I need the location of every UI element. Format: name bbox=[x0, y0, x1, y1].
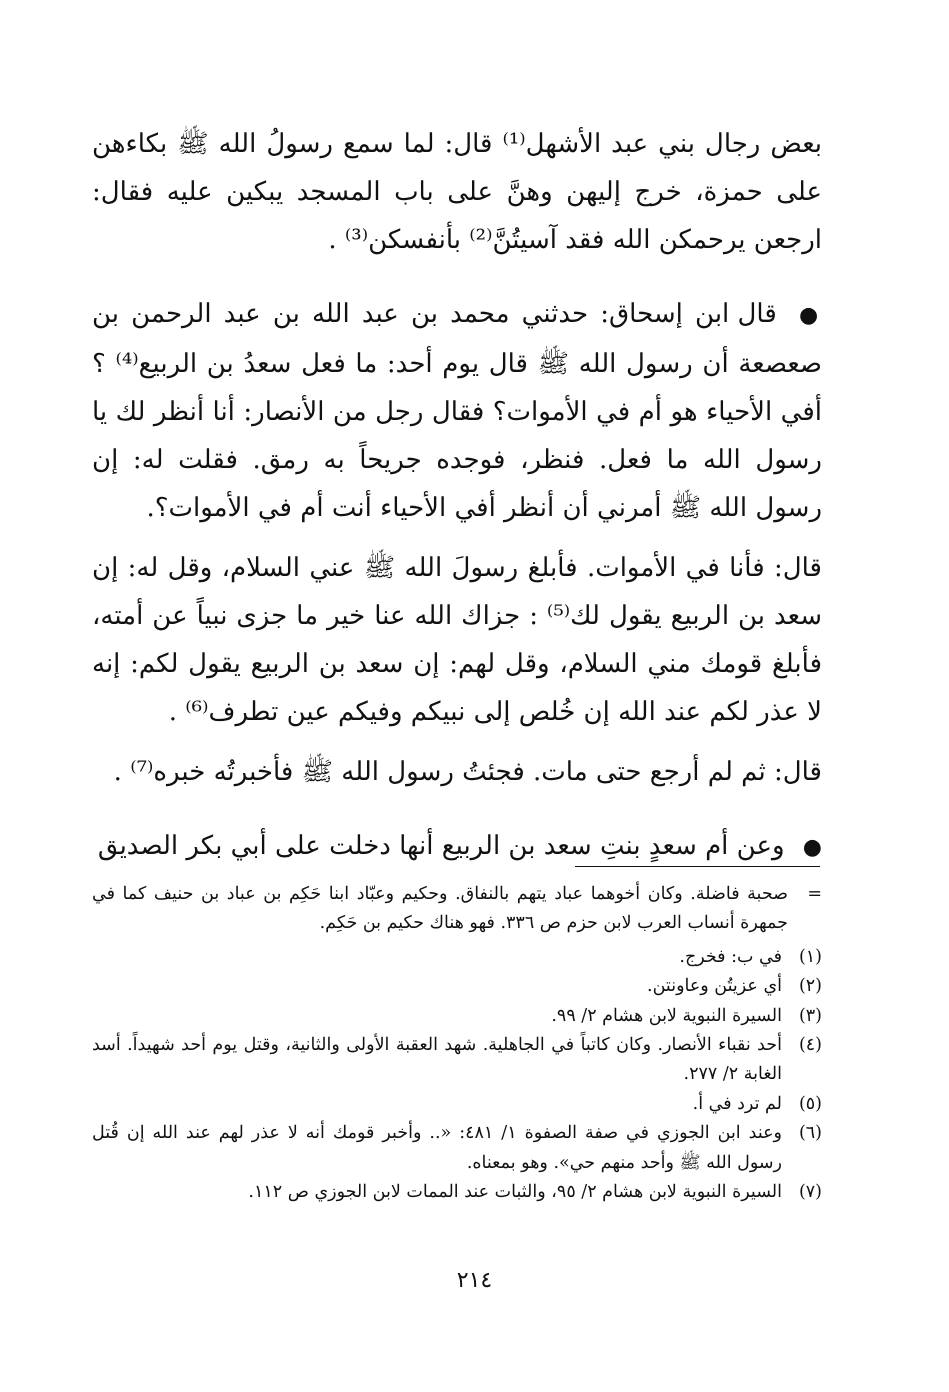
footnote-6 bbox=[92, 1119, 822, 1178]
footnote-number: (١) bbox=[798, 946, 822, 967]
footnote-number: (٤) bbox=[798, 1035, 822, 1056]
paragraph-2 bbox=[92, 290, 822, 532]
footnote-text: وعند ابن الجوزي في صفة الصفوة ١/ ٤٨١: «.. وأخبر قومك أنه لا عذر لهم عند الله إن قُتل رسول الله ﷺ وأحد منهم حي». وهو بمعناه. bbox=[92, 1123, 783, 1173]
paragraph-text: وعن أم سعدٍ بنتِ سعد بن الربيع أنها دخلت على أبي بكر الصديق bbox=[97, 831, 785, 861]
continuation-marker: = bbox=[807, 884, 822, 904]
footnote-text: السيرة النبوية لابن هشام ٢/ ٩٩. bbox=[551, 1005, 782, 1026]
footnote-number: (٦) bbox=[798, 1123, 822, 1144]
footnote-5 bbox=[92, 1090, 822, 1119]
footnote-3 bbox=[92, 1002, 822, 1031]
footnote-4 bbox=[92, 1031, 822, 1090]
paragraph-1 bbox=[92, 120, 822, 264]
paragraph-3 bbox=[92, 544, 822, 736]
paragraph-5 bbox=[92, 822, 822, 872]
page-number: ٢١٤ bbox=[456, 1268, 493, 1293]
footnote-7 bbox=[92, 1178, 822, 1207]
footnote-1 bbox=[92, 943, 822, 972]
footnote-separator bbox=[575, 866, 820, 867]
footnote-number: (٥) bbox=[798, 1093, 822, 1114]
paragraph-text: قال: فأنا في الأموات. فأبلغ رسولَ الله ﷺ عني السلام، وقل له: إن سعد بن الربيع يقول لك⁽⁵⁾ : جزاك الله عنا خير ما جزى نبياً عن أمته، فأبلغ قومك مني السلام، وقل لهم: إن سعد بن الربيع يقول لكم: إنه لا عذر لكم عند الله إن خُلص إلى نبيكم وفيكم عين تطرف⁽⁶⁾ . bbox=[92, 553, 822, 727]
main-text bbox=[92, 120, 822, 872]
paragraph-4 bbox=[92, 748, 822, 796]
footnote-number: (٢) bbox=[798, 976, 822, 997]
bullet-icon: ● bbox=[798, 303, 823, 328]
footnote-continuation bbox=[92, 880, 822, 939]
paragraph-text: بعض رجال بني عبد الأشهل⁽¹⁾ قال: لما سمع رسولُ الله ﷺ بكاءهن على حمزة، خرج إليهن وهنَّ على باب المسجد يبكين عليه فقال: ارجعن يرحمكن الله فقد آسيتُنَّ⁽²⁾ بأنفسكن⁽³⁾ . bbox=[92, 129, 822, 255]
footnote-2 bbox=[92, 972, 822, 1001]
footnote-text: في ب: فخرج. bbox=[679, 946, 782, 967]
footnote-text: أحد نقباء الأنصار. وكان كاتباً في الجاهلية. شهد العقبة الأولى والثانية، وقتل يوم أحد شهيداً. أسد الغابة ٢/ ٢٧٧. bbox=[92, 1035, 782, 1085]
footnotes bbox=[92, 880, 822, 1207]
paragraph-text: قال: ثم لم أرجع حتى مات. فجئتُ رسول الله ﷺ فأخبرتُه خبره⁽⁷⁾ . bbox=[113, 757, 822, 787]
footnote-number: (٣) bbox=[798, 1005, 822, 1026]
footnote-continuation-text: صحبة فاضلة. وكان أخوهما عباد يتهم بالنفاق. وحكيم وعبّاد ابنا حَكِم بن عباد بن حنيف كما في جمهرة أنساب العرب لابن حزم ص ٣٣٦. فهو هناك حكيم بن حَكِم. bbox=[92, 884, 788, 934]
bullet-icon: ● bbox=[802, 835, 822, 860]
footnote-text: السيرة النبوية لابن هشام ٢/ ٩٥، والثبات عند الممات لابن الجوزي ص ١١٢. bbox=[248, 1182, 782, 1203]
footnote-text: لم ترد في أ. bbox=[692, 1093, 782, 1114]
paragraph-text: قال ابن إسحاق: حدثني محمد بن عبد الله بن عبد الرحمن بن صعصعة أن رسول الله ﷺ قال يوم أحد: ما فعل سعدُ بن الربيع⁽⁴⁾ ؟ أفي الأحياء هو أم في الأموات؟ فقال رجل من الأنصار: أنا أنظر لك يا رسول الله ما فعل. فنظر، فوجده جريحاً به رمق. فقلت له: إن رسول الله ﷺ أمرني أن أنظر أفي الأحياء أنت أم في الأموات؟. bbox=[92, 299, 822, 523]
footnote-text: أي عزيتُن وعاونتن. bbox=[647, 976, 782, 997]
footnote-number: (٧) bbox=[798, 1182, 822, 1203]
